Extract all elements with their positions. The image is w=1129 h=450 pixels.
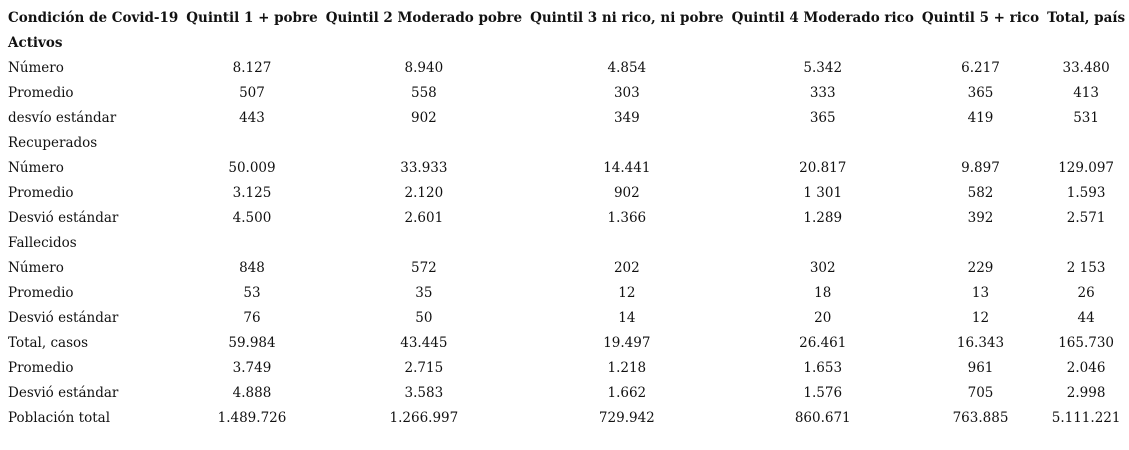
section-row xyxy=(4,230,1129,255)
column-header: Total, país xyxy=(1047,9,1126,26)
table-cell xyxy=(526,30,728,55)
table-cell: 4.500 xyxy=(232,209,272,226)
row-label: Número xyxy=(8,59,64,76)
row-label: Población total xyxy=(8,409,111,426)
table-cell: 2.998 xyxy=(1066,384,1106,401)
table-cell: 333 xyxy=(809,84,836,101)
table-cell xyxy=(918,130,1043,155)
table-cell: 43.445 xyxy=(400,334,448,351)
table-cell: 1.489.726 xyxy=(217,409,287,426)
table-cell: 16.343 xyxy=(956,334,1005,351)
table-cell: 349 xyxy=(613,109,640,126)
column-header: Quintil 1 + pobre xyxy=(186,9,318,26)
table-cell: 902 xyxy=(613,184,640,201)
table-cell: 33.480 xyxy=(1062,59,1110,76)
table-row xyxy=(4,305,1129,330)
table-cell xyxy=(182,230,321,255)
row-label: desvío estándar xyxy=(8,109,117,126)
table-cell: 392 xyxy=(967,209,994,226)
section-label: Recuperados xyxy=(8,134,98,151)
table-cell: 5.342 xyxy=(803,59,843,76)
covid-quintile-table xyxy=(4,5,1129,430)
row-label: Promedio xyxy=(8,184,74,201)
table-cell: 419 xyxy=(967,109,994,126)
table-row xyxy=(4,205,1129,230)
table-row xyxy=(4,105,1129,130)
table-cell: 20 xyxy=(814,309,832,326)
table-row xyxy=(4,380,1129,405)
table-cell xyxy=(1043,130,1129,155)
section-label: Activos xyxy=(8,34,63,51)
table-cell: 1 301 xyxy=(803,184,843,201)
table-cell: 582 xyxy=(967,184,994,201)
table-cell: 8.940 xyxy=(404,59,444,76)
table-cell: 303 xyxy=(613,84,640,101)
table-cell xyxy=(918,230,1043,255)
table-cell: 365 xyxy=(809,109,836,126)
section-row xyxy=(4,130,1129,155)
section-row xyxy=(4,30,1129,55)
table-cell: 26.461 xyxy=(799,334,847,351)
table-cell: 302 xyxy=(809,259,836,276)
table-cell xyxy=(322,130,526,155)
table-cell: 8.127 xyxy=(232,59,272,76)
table-cell: 705 xyxy=(967,384,994,401)
table-cell: 763.885 xyxy=(952,409,1009,426)
table-cell: 572 xyxy=(410,259,437,276)
column-header: Quintil 4 Moderado rico xyxy=(731,9,914,26)
table-cell: 1.593 xyxy=(1066,184,1106,201)
table-cell: 129.097 xyxy=(1058,159,1115,176)
row-label: Desvió estándar xyxy=(8,209,119,226)
table-row xyxy=(4,405,1129,430)
table-cell: 14.441 xyxy=(603,159,651,176)
table-cell: 3.583 xyxy=(404,384,444,401)
row-label: Promedio xyxy=(8,284,74,301)
table-cell: 6.217 xyxy=(961,59,1000,76)
table-cell: 1.662 xyxy=(607,384,647,401)
table-cell: 35 xyxy=(415,284,433,301)
table-cell: 2.715 xyxy=(404,359,444,376)
table-cell: 9.897 xyxy=(961,159,1000,176)
table-cell: 1.266.997 xyxy=(389,409,459,426)
table-cell xyxy=(526,230,728,255)
table-cell: 202 xyxy=(613,259,640,276)
table-cell: 1.653 xyxy=(803,359,843,376)
table-row xyxy=(4,155,1129,180)
table-cell: 12 xyxy=(971,309,990,326)
table-cell: 50.009 xyxy=(228,159,276,176)
table-cell: 165.730 xyxy=(1058,334,1115,351)
table-cell: 531 xyxy=(1073,109,1099,126)
table-cell xyxy=(182,30,321,55)
row-label: Número xyxy=(8,259,64,276)
table-cell: 26 xyxy=(1077,284,1095,301)
table-cell: 44 xyxy=(1077,309,1095,326)
table-cell: 1.366 xyxy=(607,209,647,226)
column-header: Quintil 3 ni rico, ni pobre xyxy=(530,9,724,26)
table-cell: 2.120 xyxy=(404,184,444,201)
table-cell xyxy=(728,230,918,255)
table-cell: 4.854 xyxy=(607,59,647,76)
row-label: Total, casos xyxy=(8,334,89,351)
table-cell xyxy=(1043,230,1129,255)
table-row xyxy=(4,180,1129,205)
table-cell: 961 xyxy=(967,359,994,376)
table-cell xyxy=(728,30,918,55)
table-cell: 365 xyxy=(967,84,994,101)
table-cell: 729.942 xyxy=(598,409,655,426)
table-cell: 860.671 xyxy=(794,409,851,426)
table-cell: 902 xyxy=(410,109,437,126)
table-row xyxy=(4,330,1129,355)
table-cell: 558 xyxy=(410,84,437,101)
row-label: Promedio xyxy=(8,84,74,101)
table-row xyxy=(4,80,1129,105)
table-cell: 507 xyxy=(239,84,265,101)
table-cell: 413 xyxy=(1073,84,1099,101)
table-cell: 2 153 xyxy=(1066,259,1106,276)
table-cell: 12 xyxy=(618,284,636,301)
row-label: Desvió estándar xyxy=(8,384,119,401)
table-cell: 14 xyxy=(618,309,636,326)
table-cell: 229 xyxy=(967,259,994,276)
table-cell: 3.125 xyxy=(232,184,272,201)
table-cell: 2.601 xyxy=(404,209,444,226)
row-label: Promedio xyxy=(8,359,74,376)
row-label: Desvió estándar xyxy=(8,309,119,326)
table-cell xyxy=(1043,30,1129,55)
table-cell: 1.576 xyxy=(803,384,843,401)
table-row xyxy=(4,355,1129,380)
table-cell xyxy=(322,30,526,55)
section-label: Fallecidos xyxy=(8,234,77,251)
table-cell: 443 xyxy=(239,109,265,126)
table-cell xyxy=(182,130,321,155)
column-header: Quintil 2 Moderado pobre xyxy=(325,9,523,26)
table-row xyxy=(4,55,1129,80)
table-cell: 2.046 xyxy=(1066,359,1106,376)
table-cell: 19.497 xyxy=(603,334,651,351)
header-row xyxy=(4,5,1129,30)
table-row xyxy=(4,280,1129,305)
table-cell xyxy=(322,230,526,255)
table-cell: 13 xyxy=(971,284,990,301)
column-header: Quintil 5 + rico xyxy=(921,9,1040,26)
table-cell: 1.289 xyxy=(803,209,843,226)
row-label: Número xyxy=(8,159,64,176)
table-cell: 53 xyxy=(243,284,261,301)
table-cell: 2.571 xyxy=(1066,209,1106,226)
table-cell: 59.984 xyxy=(228,334,276,351)
table-cell: 3.749 xyxy=(232,359,272,376)
table-cell: 1.218 xyxy=(607,359,647,376)
table-cell: 20.817 xyxy=(799,159,847,176)
table-cell: 5.111.221 xyxy=(1051,409,1121,426)
table-cell: 848 xyxy=(239,259,265,276)
table-cell xyxy=(526,130,728,155)
table-cell: 33.933 xyxy=(400,159,448,176)
table-cell: 18 xyxy=(814,284,832,301)
column-header: Condición de Covid-19 xyxy=(8,9,179,26)
table-cell xyxy=(728,130,918,155)
table-cell: 76 xyxy=(243,309,261,326)
table-row xyxy=(4,255,1129,280)
table-cell xyxy=(918,30,1043,55)
table-cell: 4.888 xyxy=(232,384,272,401)
table-cell: 50 xyxy=(415,309,433,326)
table-body xyxy=(4,30,1129,430)
